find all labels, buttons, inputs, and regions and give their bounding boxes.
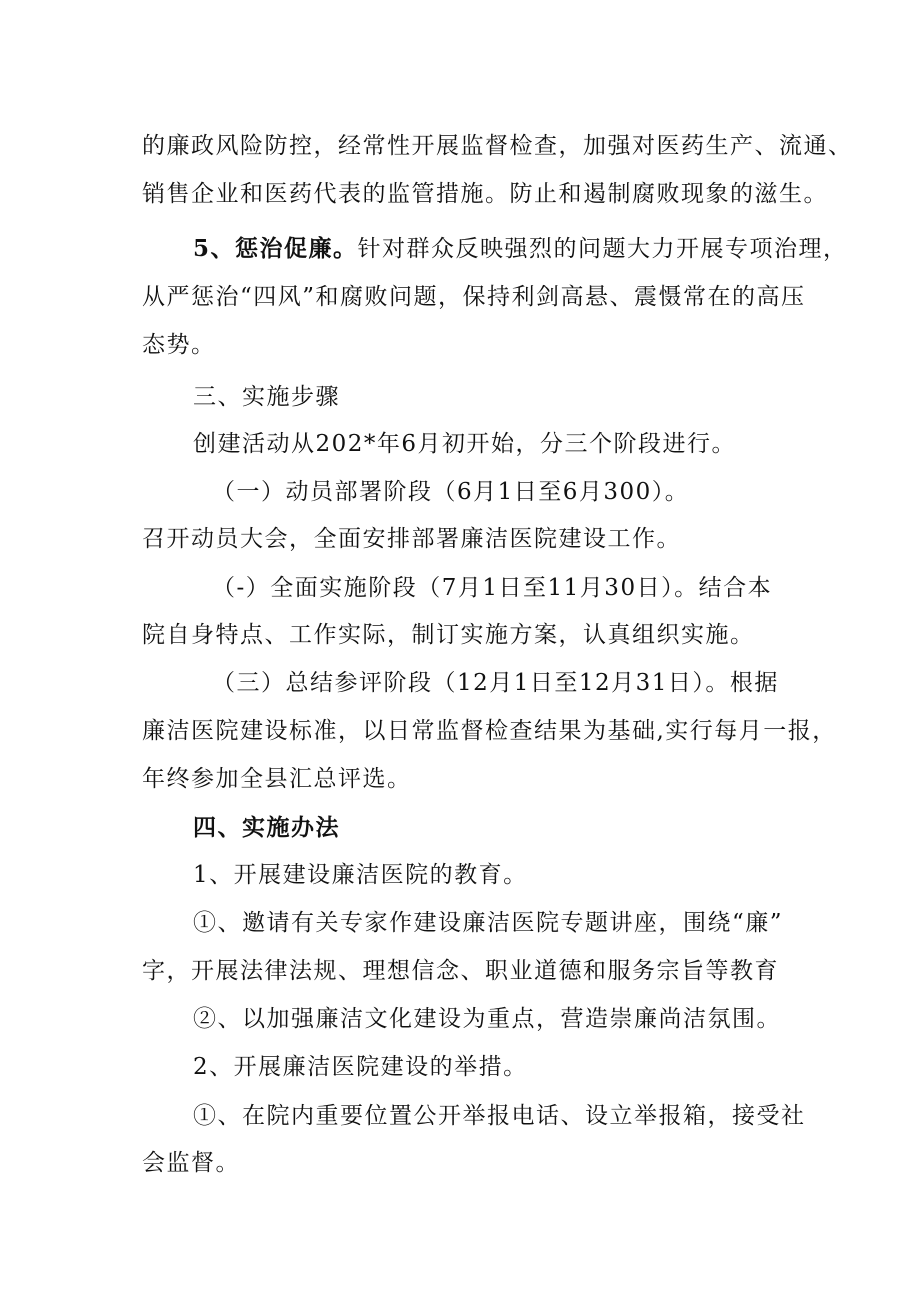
text-run: ①、在院内重要位置公开举报电话、设立举报箱，接受社 <box>193 1103 806 1129</box>
text-run: 召开动员大会，全面安排部署廉洁医院建设工作。 <box>142 526 681 552</box>
text-run: 三、实施步骤 <box>193 384 340 410</box>
text-line <box>142 620 755 650</box>
text-line <box>142 282 806 312</box>
bold-text-run: 四、实施办法 <box>193 814 340 841</box>
text-run: 销售企业和医药代表的监管措施。防止和遏制腐败现象的滋生。 <box>142 181 828 207</box>
text-run: 廉洁医院建设标准，以日常监督检查结果为基础,实行每月一报， <box>142 718 837 744</box>
text-line <box>212 477 689 507</box>
section-heading <box>193 813 340 843</box>
text-line <box>142 956 779 986</box>
text-run: （-）全面实施阶段（7月1日至11月30日）。结合本 <box>212 575 773 601</box>
text-run: 院自身特点、工作实际，制订实施方案，认真组织实施。 <box>142 622 755 648</box>
text-run: （一）动员部署阶段（6月1日至6月300）。 <box>212 479 690 505</box>
text-run: 针对群众反映强烈的问题大力开展专项治理， <box>357 236 848 262</box>
text-line <box>193 1052 528 1082</box>
text-line <box>193 1004 781 1034</box>
text-line <box>142 716 837 746</box>
text-line <box>142 330 216 360</box>
text-run: 从严惩治“四风”和腐败问题，保持利剑高悬、震慑常在的高压 <box>142 284 806 310</box>
text-line <box>193 860 528 890</box>
text-run: 会监督。 <box>142 1150 240 1176</box>
text-run: ②、以加强廉洁文化建设为重点，营造崇廉尚洁氛围。 <box>193 1006 781 1032</box>
text-run: 创建活动从202*年6月初开始，分三个阶段进行。 <box>193 431 737 457</box>
text-run: 的廉政风险防控，经常性开展监督检查，加强对医药生产、流通、 <box>142 133 853 159</box>
text-run: 字，开展法律法规、理想信念、职业道德和服务宗旨等教育 <box>142 958 779 984</box>
text-line <box>193 1101 806 1131</box>
text-line <box>142 1148 240 1178</box>
text-line <box>142 764 412 794</box>
text-run: 态势。 <box>142 332 216 358</box>
bold-text-run: 5、惩治促廉。 <box>193 235 358 262</box>
section-heading <box>193 382 340 412</box>
text-run: 年终参加全县汇总评选。 <box>142 766 412 792</box>
text-line <box>212 668 779 698</box>
text-run: （三）总结参评阶段（12月1日至12月31日）。根据 <box>212 670 779 696</box>
text-line <box>142 131 853 161</box>
text-line <box>212 573 772 603</box>
text-run: 1、开展建设廉洁医院的教育。 <box>193 862 528 888</box>
text-line <box>193 429 736 459</box>
text-line <box>193 234 848 264</box>
text-run: ①、邀请有关专家作建设廉洁医院专题讲座，围绕“廉” <box>193 910 784 936</box>
text-line <box>142 524 681 554</box>
text-line <box>193 908 783 938</box>
text-line <box>142 179 828 209</box>
text-run: 2、开展廉洁医院建设的举措。 <box>193 1054 528 1080</box>
